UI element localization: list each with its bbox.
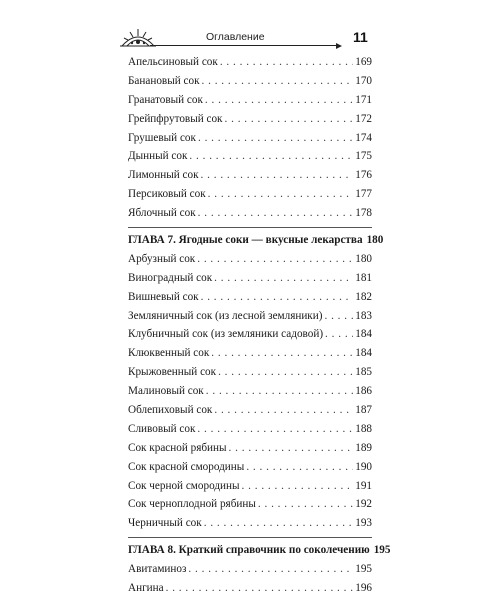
dot-leader [229,439,354,458]
toc-entry-page: 170 [355,74,372,87]
dot-leader [198,204,354,223]
table-of-contents [128,53,391,598]
dot-leader [246,458,353,477]
toc-entry[interactable] [128,420,372,439]
toc-entry[interactable] [128,560,372,579]
toc-entry-title: Черничный сок [128,517,202,530]
toc-entry-page: 181 [355,271,372,284]
toc-entry-page: 192 [355,498,372,511]
dot-leader [197,420,353,439]
toc-entry-page: 187 [355,404,372,417]
page-number: 11 [353,29,368,45]
dot-leader [242,477,354,496]
header-rule-arrow [336,43,342,49]
toc-entry-title: Апельсиновый сок [128,56,218,68]
toc-group-fruit-juices [128,53,372,223]
section-divider [128,227,372,228]
dot-leader [188,560,353,579]
toc-entry-title: Арбузный сок [128,252,196,265]
toc-entry[interactable] [128,166,372,185]
toc-entry[interactable] [128,382,372,401]
toc-entry-title: Малиновый сок [128,385,204,398]
toc-entry-title: Яблочный сок [128,207,196,220]
toc-entry-title: Сок черной смородины [128,479,240,492]
toc-entry-page: 184 [355,347,372,360]
toc-entry-page: 186 [355,385,372,398]
toc-entry-page: 175 [355,150,372,163]
toc-entry[interactable] [128,344,372,363]
toc-chapter-7[interactable] [128,231,384,250]
dot-leader [258,495,353,514]
dot-leader [214,401,353,420]
toc-entry-page: 195 [355,563,372,576]
toc-entry-page: 174 [355,131,372,144]
toc-entry-title: Облепиховый сок [128,404,213,417]
chapter-page: 195 [373,544,391,557]
toc-entry-title: Лимонный сок [128,169,199,182]
dot-leader [197,250,353,269]
toc-entry-title: Грушевый сок [128,131,196,144]
dot-leader [201,166,354,185]
toc-entry-page: 191 [355,479,372,492]
toc-entry[interactable] [128,110,372,129]
dot-leader [202,72,354,91]
toc-entry[interactable] [128,307,372,326]
toc-entry-title: Сок черноплодной рябины [128,498,256,511]
header-rule [150,45,338,46]
dot-leader [214,269,353,288]
dot-leader [225,110,354,129]
chapter-title: ГЛАВА 8. Краткий справочник по соколечению [128,544,370,557]
section-divider [128,537,372,538]
toc-entry-page: 178 [355,207,372,220]
dot-leader [324,307,353,326]
toc-entry[interactable] [128,514,372,533]
page-header [0,26,500,54]
toc-entry[interactable] [128,363,372,382]
toc-entry-title: Персиковый сок [128,188,206,201]
toc-entry-title: Крыжовенный сок [128,366,217,379]
toc-entry-page: 171 [355,93,372,106]
toc-entry[interactable] [128,185,372,204]
toc-entry-title: Клюквенный сок [128,347,210,360]
toc-entry[interactable] [128,72,372,91]
toc-entry-page: 169 [355,56,372,68]
toc-entry-page: 185 [355,366,372,379]
dot-leader [189,147,353,166]
running-title: Оглавление [206,31,265,43]
chapter-page: 180 [366,234,384,247]
toc-entry-title: Вишневый сок [128,290,199,303]
toc-entry-title: Грейпфрутовый сок [128,112,223,125]
toc-entry-page: 193 [355,517,372,530]
toc-entry-title: Сливовый сок [128,422,196,435]
dot-leader [218,363,353,382]
toc-entry-page: 172 [355,112,372,125]
toc-chapter-8[interactable] [128,541,391,560]
toc-entry[interactable] [128,129,372,148]
toc-entry[interactable] [128,53,372,72]
toc-entry-title: Авитаминоз [128,563,187,576]
toc-entry-title: Виноградный сок [128,271,213,284]
toc-entry[interactable] [128,325,372,344]
chapter-title: ГЛАВА 7. Ягодные соки — вкусные лекарства [128,234,363,247]
dot-leader [198,129,353,148]
toc-entry-title: Ангина [128,582,164,595]
dot-leader [211,344,353,363]
toc-entry-page: 177 [355,188,372,201]
toc-entry-page: 176 [355,169,372,182]
toc-entry[interactable] [128,91,372,110]
dot-leader [204,514,354,533]
dot-leader [166,579,354,598]
toc-entry-page: 183 [355,309,372,322]
toc-entry-page: 189 [355,441,372,454]
dot-leader [206,382,353,401]
dot-leader [208,185,354,204]
toc-entry-title: Гранатовый сок [128,93,203,106]
toc-entry-title: Дынный сок [128,150,188,163]
toc-group-reference [128,560,372,598]
toc-entry-page: 184 [355,328,372,341]
toc-entry[interactable] [128,250,372,269]
toc-entry-title: Клубничный сок (из земляники садовой) [128,328,324,341]
toc-entry[interactable] [128,288,372,307]
toc-entry-page: 196 [355,582,372,595]
toc-entry-page: 180 [355,252,372,265]
toc-entry-title: Земляничный сок (из лесной земляники) [128,309,323,322]
toc-entry-title: Сок красной смородины [128,460,245,473]
toc-entry[interactable] [128,401,372,420]
toc-entry[interactable] [128,269,372,288]
dot-leader [220,53,353,72]
toc-entry[interactable] [128,579,372,598]
dot-leader [205,91,353,110]
toc-entry-title: Банановый сок [128,74,200,87]
toc-entry[interactable] [128,147,372,166]
dot-leader [325,325,353,344]
toc-entry-title: Сок красной рябины [128,441,227,454]
toc-group-berry-juices [128,250,372,533]
toc-entry[interactable] [128,495,372,514]
toc-entry-page: 182 [355,290,372,303]
toc-entry-page: 188 [355,422,372,435]
toc-entry[interactable] [128,439,372,458]
dot-leader [201,288,354,307]
toc-entry[interactable] [128,204,372,223]
toc-entry[interactable] [128,458,372,477]
toc-entry-page: 190 [355,460,372,473]
toc-entry[interactable] [128,477,372,496]
